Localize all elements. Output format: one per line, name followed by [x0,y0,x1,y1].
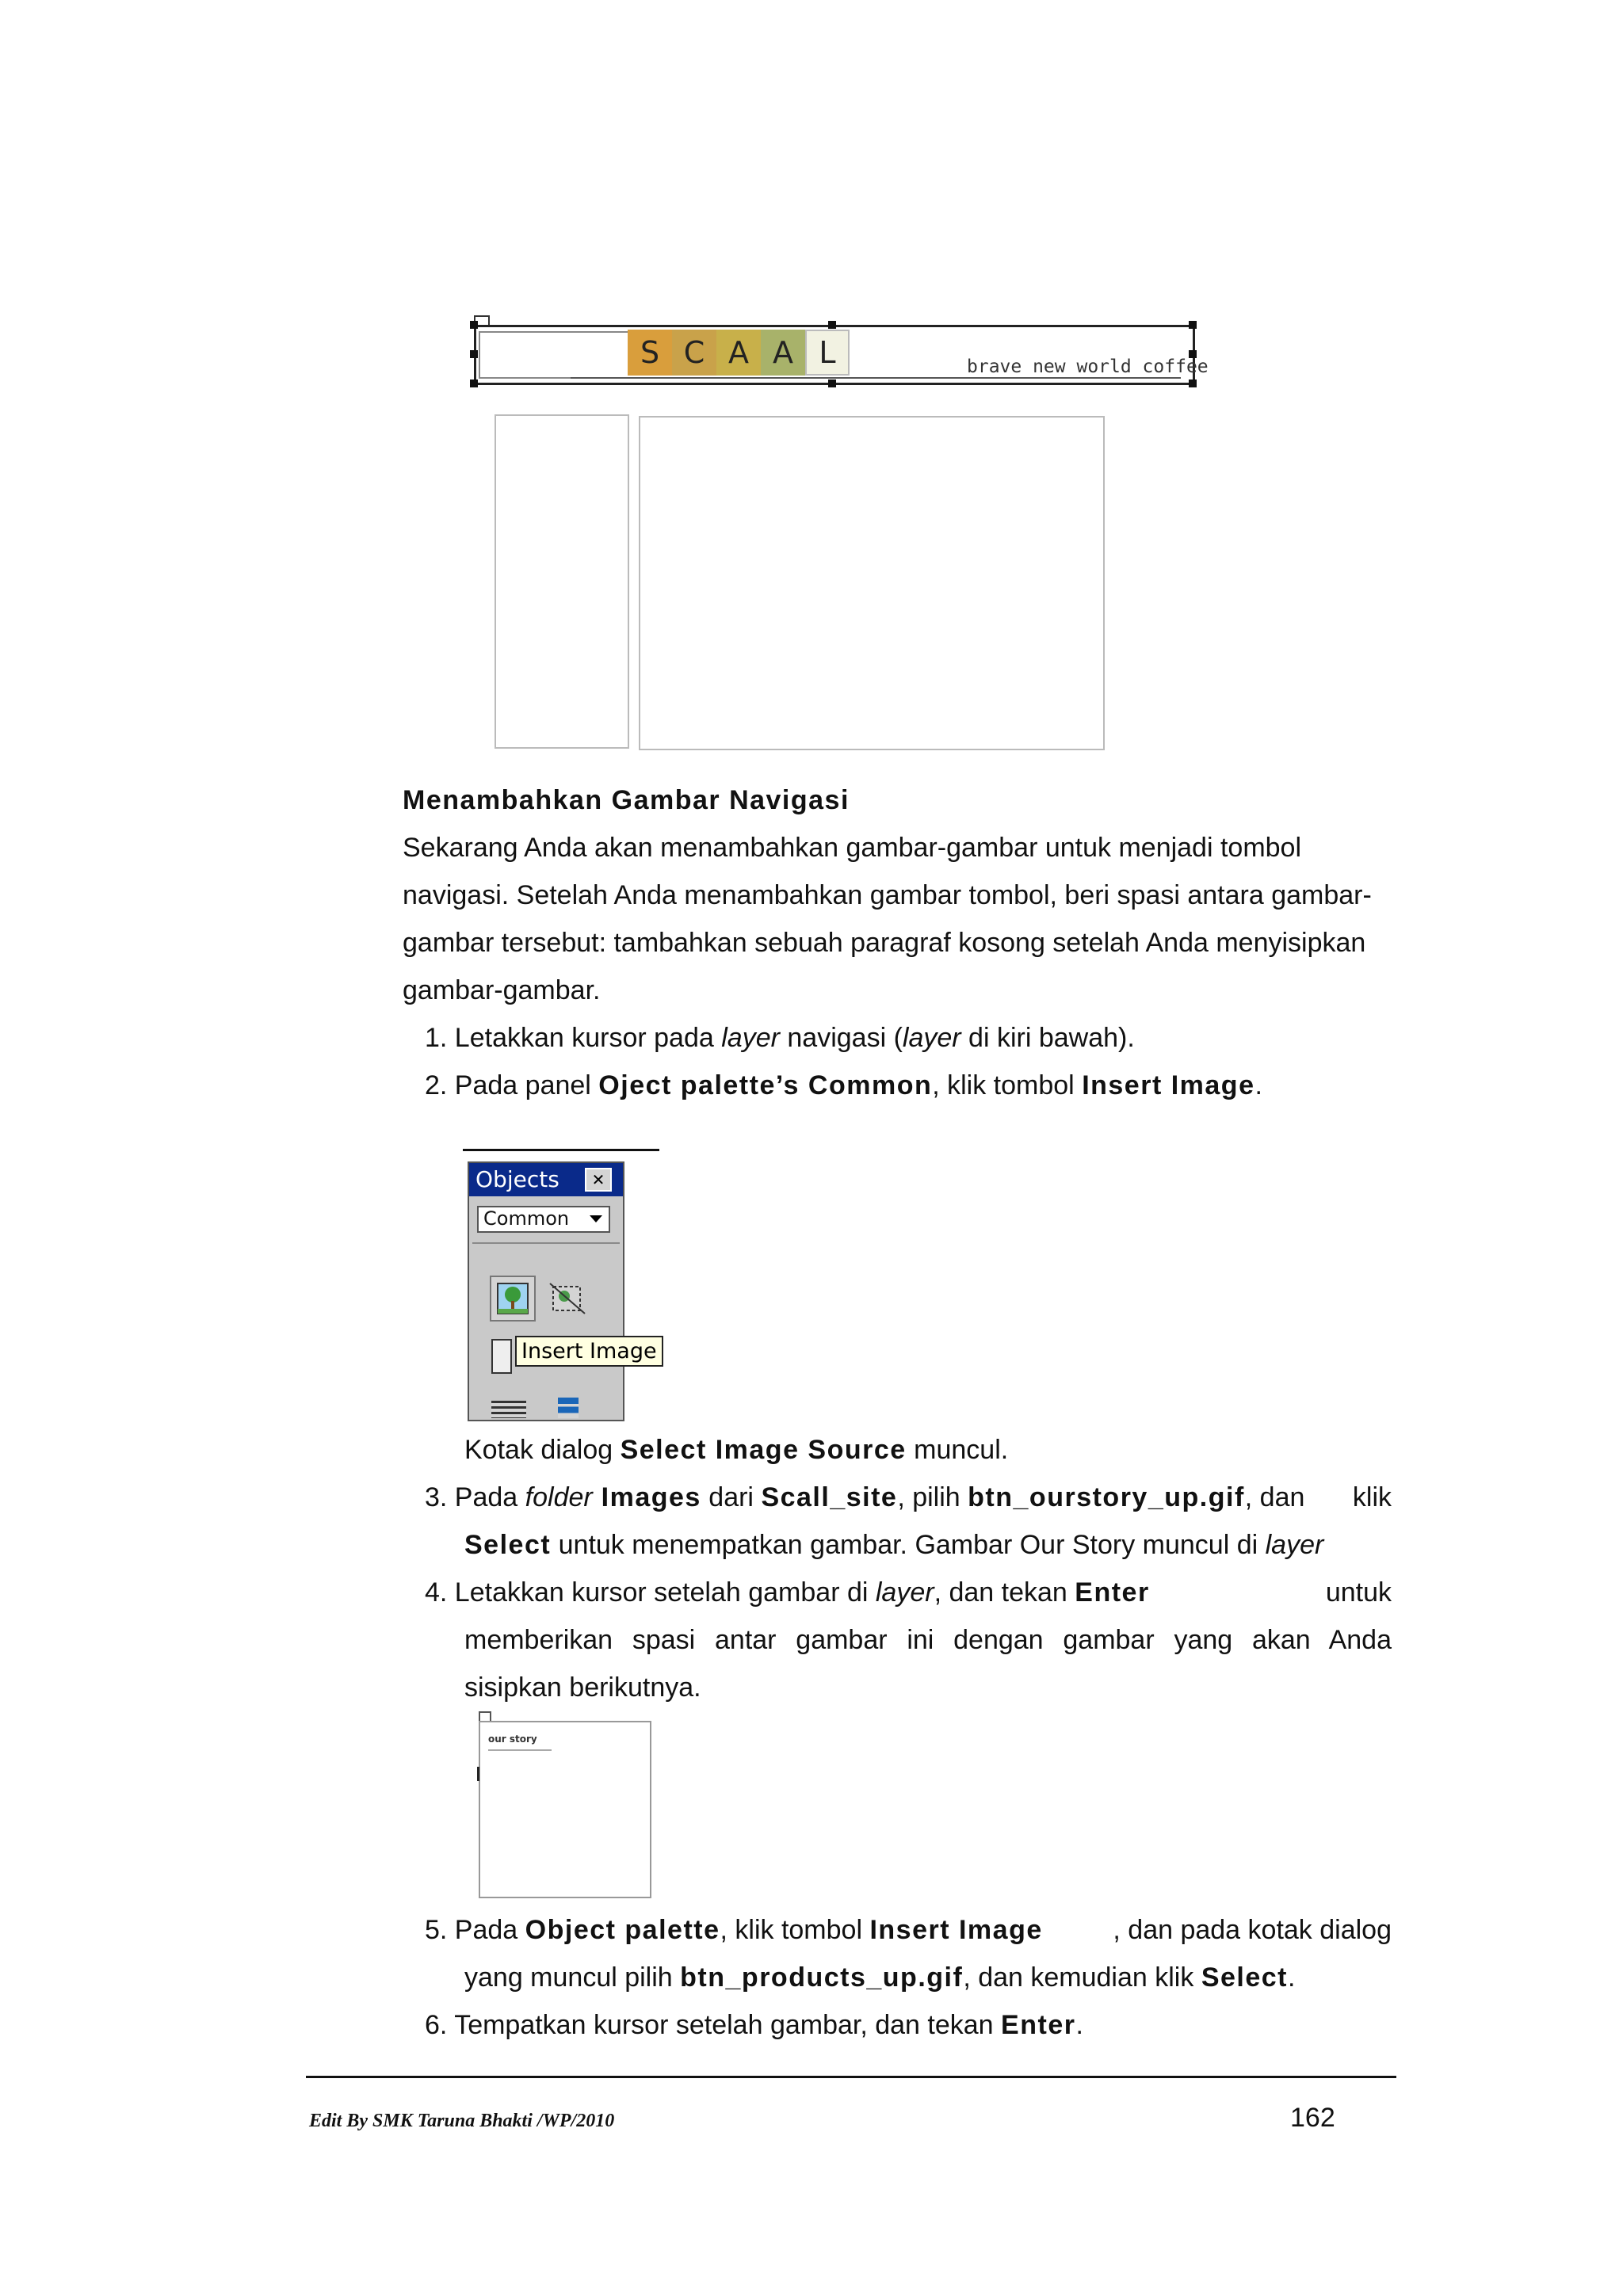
step-bold: Oject palette’s Common [598,1070,933,1100]
content-layer[interactable] [639,416,1105,750]
step-bold: Select [1201,1962,1288,1993]
image-placeholder-icon [548,1279,588,1318]
step-text [425,1569,1150,1616]
step-text: , dan pada kotak dialog [1113,1915,1392,1945]
close-icon[interactable]: ✕ [585,1168,612,1192]
step-1 [425,1014,1135,1062]
step-text: . [1288,1962,1296,1993]
paragraph-line: gambar tersebut: tambahkan sebuah paragraf kosong setelah Anda menyisipkan [403,928,1366,958]
step-3-line-2 [464,1521,1323,1569]
step-text [425,1906,1043,1954]
step-6 [425,2001,1083,2049]
step-bold: Object palette [525,1915,720,1945]
palette-titlebar[interactable] [469,1163,623,1196]
ourstory-button[interactable] [488,1732,552,1751]
step-text: navigasi ( [779,1023,903,1053]
step-text: muncul. [906,1435,1009,1465]
step-5-line-1 [425,1906,1392,1954]
step-italic: folder [525,1482,593,1512]
scaal-logo [628,330,857,376]
step-text: , pilih [897,1482,968,1512]
logo-slot [479,331,631,379]
figure-top-rule [463,1149,659,1151]
logo-baseline [571,377,1181,379]
section-heading: Menambahkan Gambar Navigasi [403,785,850,815]
paragraph-line: gambar-gambar. [403,975,601,1005]
step-bold: Select [464,1530,552,1560]
logo-letter: A [761,330,805,376]
step-text: di kiri bawah). [960,1023,1135,1053]
step-bold: btn_ourstory_up.gif [968,1482,1245,1512]
step-text: , dan tekan [934,1577,1075,1608]
tagline: brave new world coffee [967,357,1209,377]
chevron-down-icon [590,1215,602,1222]
step-text: 4. Letakkan kursor setelah gambar di [425,1577,876,1608]
step-bold: Insert Image [1082,1070,1255,1100]
step-text: untuk [1325,1577,1392,1608]
insert-image-tooltip: Insert Image [515,1336,663,1367]
step-bold: Insert Image [869,1915,1043,1945]
resize-handle[interactable] [470,350,478,358]
step-text: 6. Tempatkan kursor setelah gambar, dan tekan [425,2010,1002,2040]
step-italic: layer [875,1577,934,1608]
image-tree-icon [491,1277,534,1320]
paragraph-line: navigasi. Setelah Anda menambahkan gambar tombol, beri spasi antara gambar- [403,880,1372,910]
step-text: , klik tombol [720,1915,870,1945]
step-3-line-1 [425,1474,1392,1521]
resize-handle[interactable] [1189,379,1197,387]
step-4-line-2: memberikan spasi antar gambar ini dengan gambar yang akan Anda [464,1625,1392,1655]
rollover-icon[interactable] [491,1339,512,1374]
step-bold: Enter [1001,2010,1076,2040]
step-italic: layer [721,1023,780,1053]
step-2 [425,1062,1262,1109]
dialog-note [464,1426,1008,1474]
category-dropdown[interactable] [477,1206,610,1233]
footer-credit: Edit By SMK Taruna Bhakti /WP/2010 [309,2111,615,2131]
palette-divider [472,1242,620,1244]
page-number: 162 [1290,2103,1335,2133]
step-bold: Enter [1075,1577,1150,1608]
resize-handle[interactable] [828,379,836,387]
ourstory-figure [474,1711,656,1900]
palette-title: Objects [475,1166,559,1192]
resize-handle[interactable] [1189,321,1197,329]
step-4-line-1 [425,1569,1392,1616]
step-bold: Scall_site [761,1482,898,1512]
step-text: untuk menempatkan gambar. Gambar Our Story muncul di [551,1530,1266,1560]
footer-rule [306,2076,1396,2078]
image-placeholder-button[interactable] [548,1279,588,1318]
resize-handle[interactable] [828,321,836,329]
logo-letter: C [672,330,716,376]
step-bold: Select Image Source [620,1435,907,1465]
step-text: , klik tombol [932,1070,1083,1100]
logo-letter: S [628,330,672,376]
step-text: 3. Pada [425,1482,525,1512]
step-text: , dan kemudian klik [963,1962,1201,1993]
table-icon[interactable] [491,1401,526,1418]
logo-letter: L [805,330,850,376]
navigation-bar-icon[interactable] [558,1398,579,1418]
objects-palette[interactable] [468,1161,657,1421]
step-text: , dan [1244,1482,1305,1512]
step-bold: btn_products_up.gif [680,1962,964,1993]
navigation-layer[interactable] [495,414,629,749]
step-italic: layer [1265,1530,1324,1560]
step-text: Kotak dialog [464,1435,621,1465]
step-5-line-2 [464,1954,1295,2001]
step-text: . [1075,2010,1083,2040]
resize-handle[interactable] [470,321,478,329]
step-text: klik [1352,1482,1392,1512]
insert-image-button[interactable] [490,1276,536,1322]
text-cursor [477,1767,479,1781]
step-text: . [1254,1070,1262,1100]
step-italic: layer [902,1023,961,1053]
step-4-line-3: sisipkan berikutnya. [464,1672,701,1703]
step-text: 2. Pada panel [425,1070,599,1100]
step-text: 5. Pada [425,1915,525,1945]
resize-handle[interactable] [470,379,478,387]
step-text: dari [701,1482,762,1512]
logo-letter: A [716,330,761,376]
category-value: Common [483,1207,570,1230]
step-bold: Images [592,1482,701,1512]
step-text: 1. Letakkan kursor pada [425,1023,722,1053]
ourstory-label: our story [488,1733,537,1745]
step-text: yang muncul pilih [464,1962,681,1993]
paragraph-line: Sekarang Anda akan menambahkan gambar-gambar untuk menjadi tombol [403,833,1302,863]
header-figure [468,315,1209,391]
